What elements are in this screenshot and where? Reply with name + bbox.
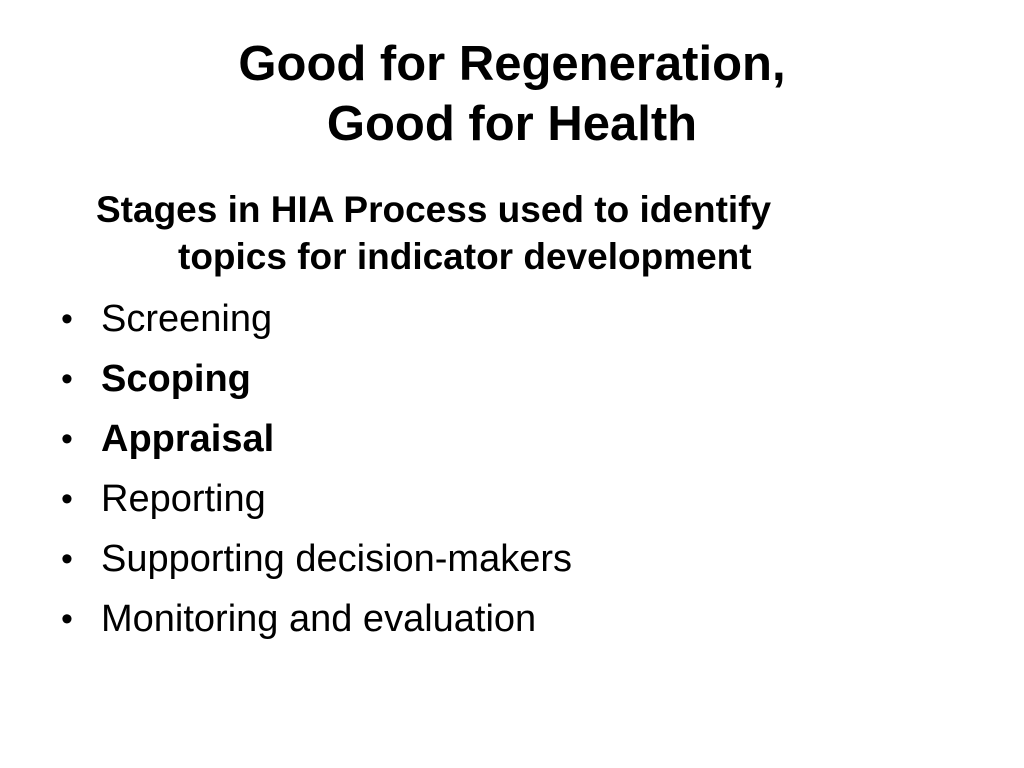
slide-title bbox=[0, 34, 1024, 154]
bullet-list bbox=[56, 289, 956, 649]
bullet-item-monitoring-and-evaluation bbox=[56, 589, 956, 649]
bullet-item-appraisal bbox=[56, 409, 956, 469]
bullet-text: Reporting bbox=[101, 478, 266, 520]
title-line-1: Good for Regeneration, bbox=[238, 37, 786, 91]
bullet-icon: • bbox=[61, 540, 73, 578]
bullet-text: Monitoring and evaluation bbox=[101, 598, 537, 640]
bullet-item-reporting bbox=[56, 469, 956, 529]
bullet-icon: • bbox=[61, 420, 73, 458]
bullet-text: Scoping bbox=[101, 358, 251, 400]
bullet-icon: • bbox=[61, 300, 73, 338]
bullet-icon: • bbox=[61, 600, 73, 638]
bullet-text: Supporting decision-makers bbox=[101, 538, 573, 580]
bullet-text: Screening bbox=[101, 298, 273, 340]
bullet-icon: • bbox=[61, 360, 73, 398]
subheading-line-2: topics for indicator development bbox=[178, 236, 752, 277]
bullet-item-scoping bbox=[56, 349, 956, 409]
subheading-line-1: Stages in HIA Process used to identify bbox=[96, 189, 772, 230]
title-line-2: Good for Health bbox=[326, 97, 698, 151]
bullet-item-supporting-decision-makers bbox=[56, 529, 956, 589]
subheading bbox=[96, 186, 956, 280]
bullet-item-screening bbox=[56, 289, 956, 349]
bullet-text: Appraisal bbox=[101, 418, 275, 460]
bullet-icon: • bbox=[61, 480, 73, 518]
